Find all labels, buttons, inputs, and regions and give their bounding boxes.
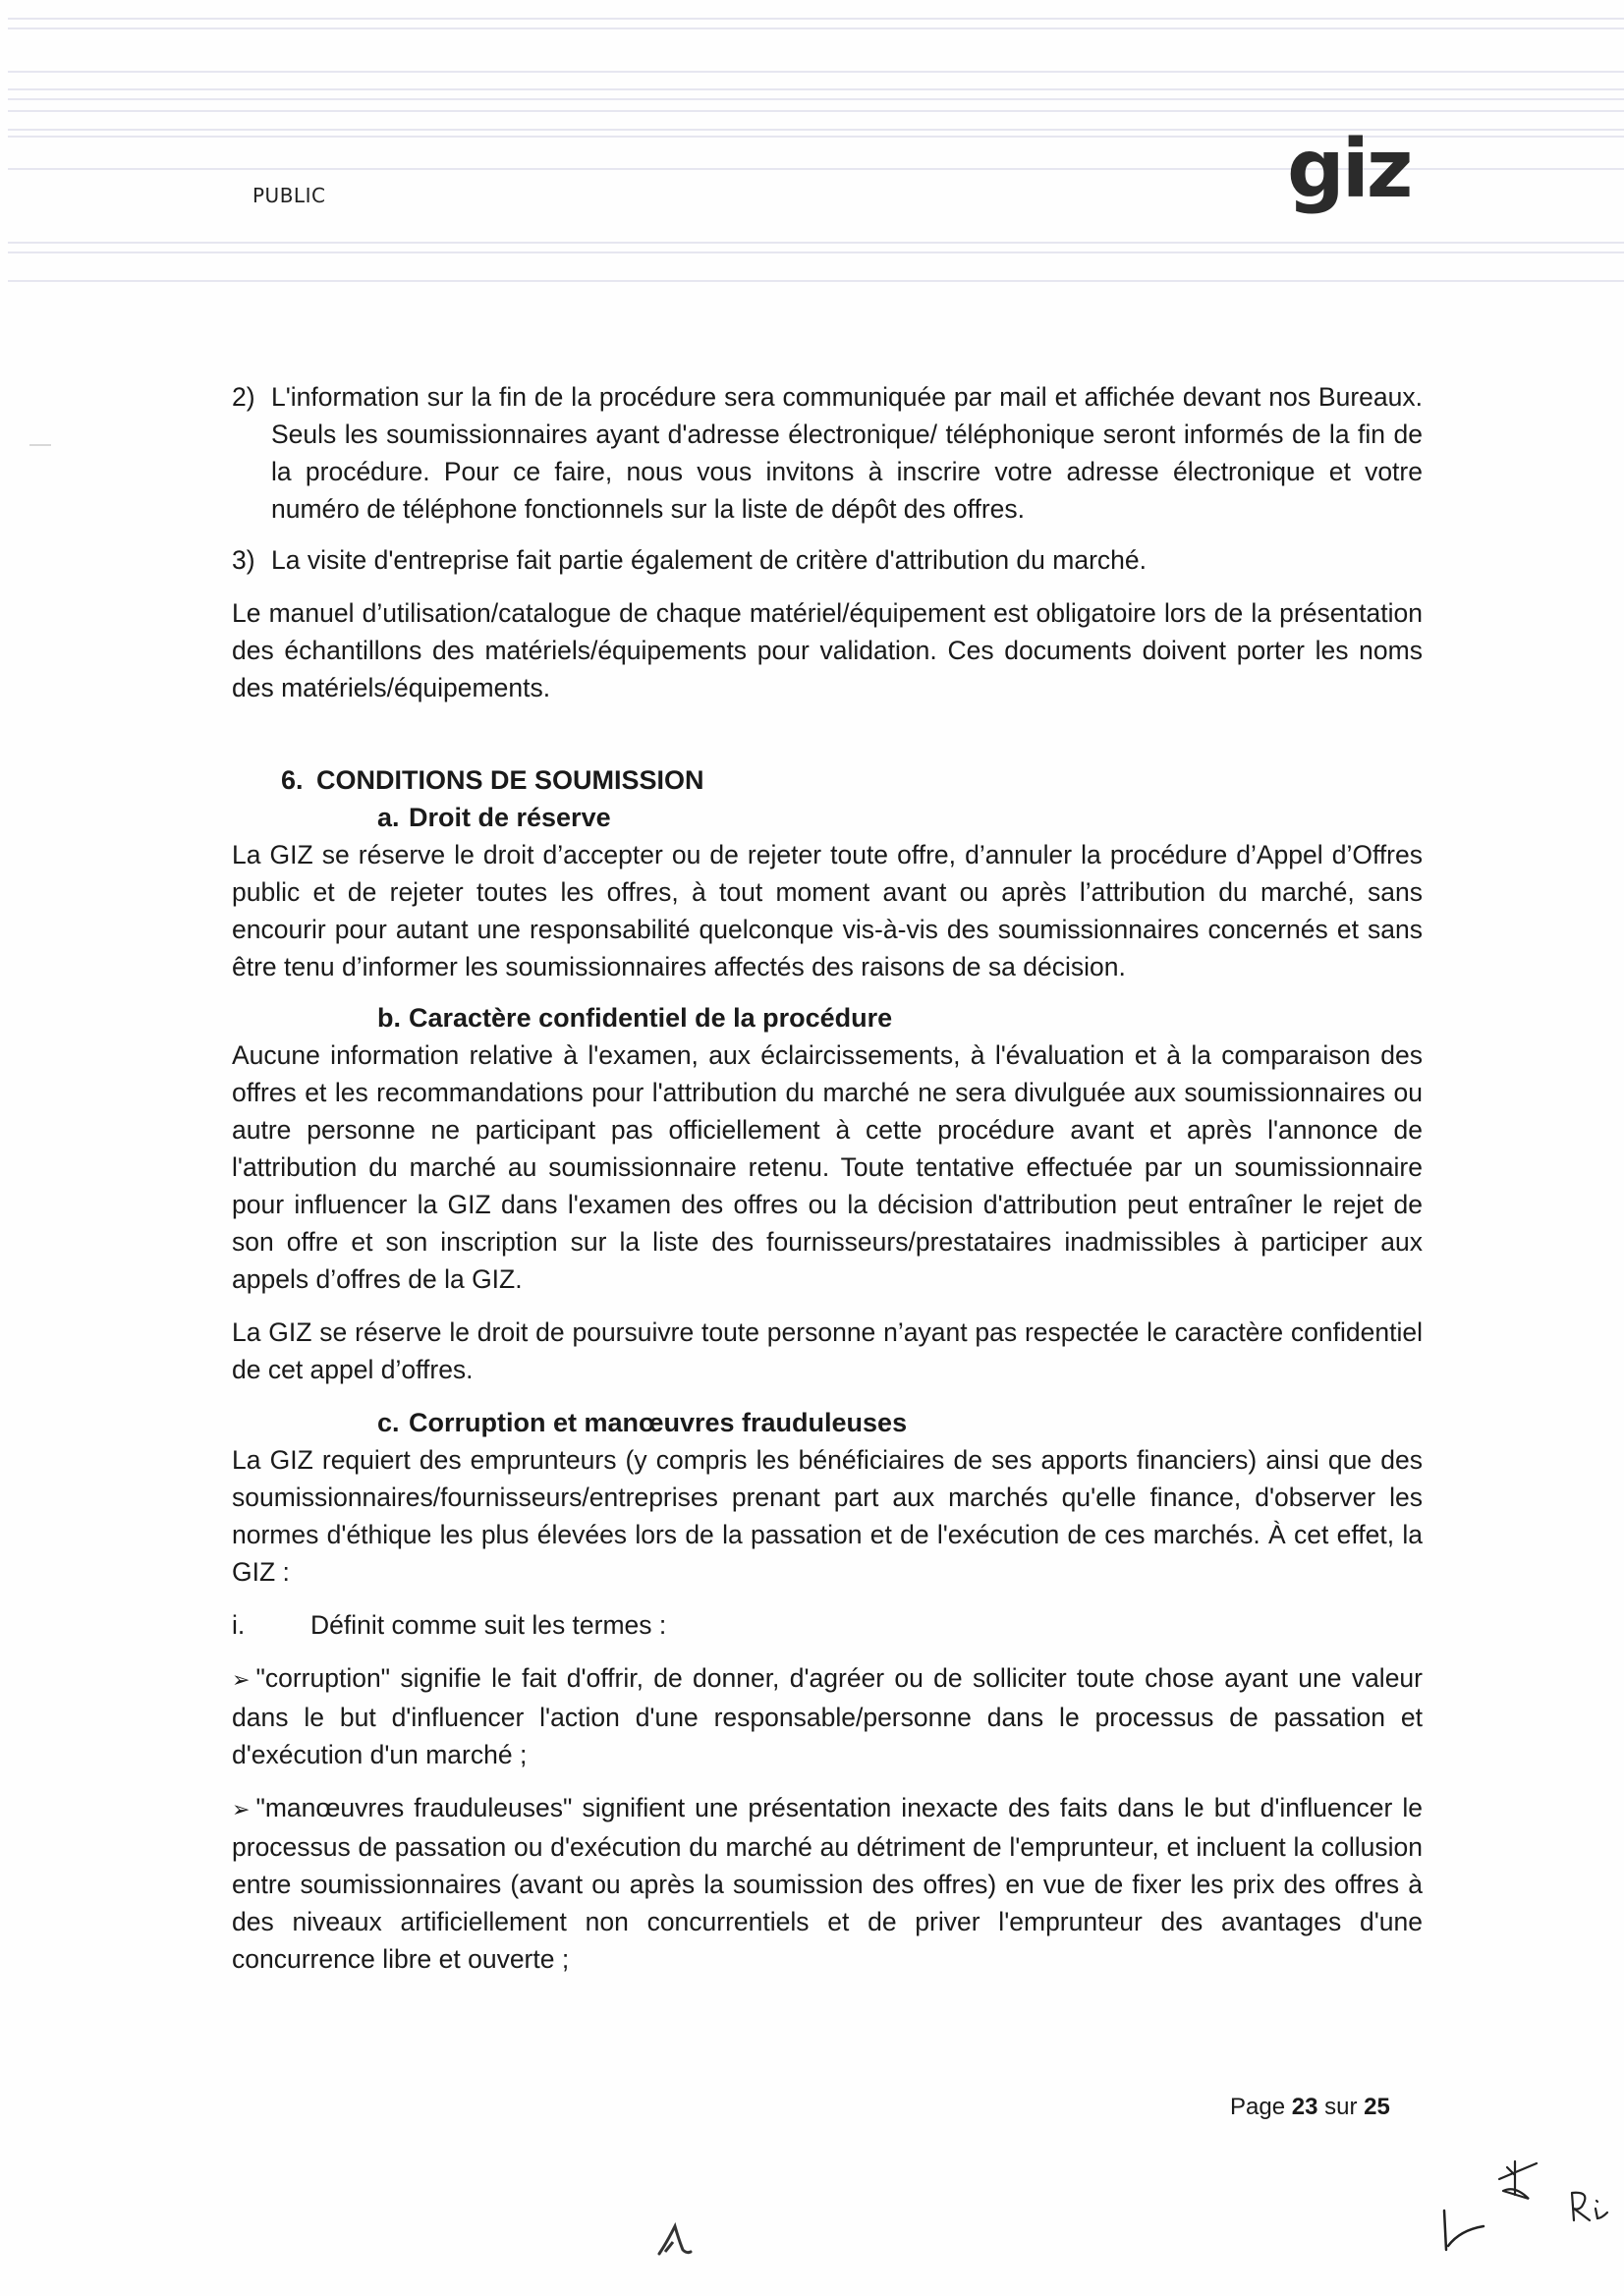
- item-text: La visite d'entreprise fait partie également de critère d'attribution du marché.: [271, 545, 1147, 575]
- handwritten-initials-icon: [1434, 2152, 1621, 2260]
- document-body: [232, 378, 1423, 1978]
- subsection-letter: b.: [377, 1003, 401, 1033]
- section-number: 6.: [281, 765, 304, 795]
- manual-paragraph: Le manuel d’utilisation/catalogue de chaque matériel/équipement est obligatoire lors de la présentation des échantillons des matériels/équipements pour validation. Ces documents doivent porter les noms des matériels/équipements.: [232, 598, 1423, 702]
- subsection-title: Corruption et manœuvres frauduleuses: [409, 1408, 908, 1437]
- section-heading: [232, 761, 1423, 799]
- subsection-b-text: Aucune information relative à l'examen, aux éclaircissements, à l'évaluation et à la comparaison des offres et les recommandations pour l'attribution du marché ne sera divulguée aux soumissionnaires ou autre personne ne participant pas officiellement à cette procédure avant et après l'annonce de l'attribution du marché au soumissionnaire retenu. Toute tentative effectuée par un soumissionnaire pour influencer la GIZ dans l'examen des offres ou la décision d'attribution peut entraîner le rejet de son offre et son inscription sur la liste des fournisseurs/prestataires inadmissibles à participer aux appels d’offres de la GIZ.: [232, 1040, 1423, 1294]
- classification-label: PUBLIC: [252, 184, 326, 207]
- roman-marker: i.: [232, 1610, 246, 1640]
- page-current: 23: [1291, 2094, 1318, 2120]
- subsection-c-text: La GIZ requiert des emprunteurs (y compris les bénéficiaires de ses apports financiers) ainsi que des soumissionnaires/fournisseurs/entreprises prenant part aux marchés qu'elle finance, d'observer les normes d'éthique les plus élevées lors de la passation et de l'exécution de ces marchés. À cet effet, la GIZ :: [232, 1445, 1423, 1587]
- item-number: 3): [232, 545, 255, 575]
- handwritten-mark-icon: [653, 2220, 702, 2260]
- giz-logo: giz: [1287, 123, 1411, 216]
- subsection-title: Caractère confidentiel de la procédure: [409, 1003, 893, 1033]
- page-label: Page: [1230, 2094, 1286, 2120]
- page-sep: sur: [1324, 2094, 1358, 2120]
- numbered-item-2: [232, 378, 1423, 528]
- subsection-letter: a.: [377, 803, 400, 832]
- subsection-heading-a: [232, 799, 1423, 836]
- margin-mark: [29, 444, 51, 446]
- bullet-fraud: [232, 1789, 1423, 1978]
- subsection-title: Droit de réserve: [409, 803, 611, 832]
- item-text: L'information sur la fin de la procédure sera communiquée par mail et affichée devant nos Bureaux. Seuls les soumissionnaires ayant d'adresse électronique/ téléphonique seront informés de la fin de la procédure. Pour ce faire, nous vous invitons à inscrire votre adresse électronique et votre numéro de téléphone fonctionnels sur la liste de dépôt des offres.: [271, 382, 1423, 524]
- subsection-a-text: La GIZ se réserve le droit d’accepter ou de rejeter toute offre, d’annuler la procédure d’Appel d’Offres public et de rejeter toutes les offres, à tout moment avant ou après l’attribution du marché, sans encourir pour autant une responsabilité quelconque vis-à-vis des soumissionnaires concernés et sans être tenu d’informer les soumissionnaires affectés des raisons de sa décision.: [232, 840, 1423, 981]
- subsection-letter: c.: [377, 1408, 400, 1437]
- roman-item-text: Définit comme suit les termes :: [310, 1610, 667, 1640]
- roman-list-item: [232, 1606, 1423, 1644]
- subsection-b-text-2: La GIZ se réserve le droit de poursuivre toute personne n’ayant pas respectée le caractère confidentiel de cet appel d’offres.: [232, 1317, 1423, 1384]
- page-number: [1230, 2094, 1390, 2121]
- page-total: 25: [1364, 2094, 1390, 2120]
- arrow-bullet-icon: ➢: [232, 1667, 251, 1692]
- subsection-heading-c: [232, 1404, 1423, 1441]
- bullet-text: "manœuvres frauduleuses" signifient une présentation inexacte des faits dans le but d'influencer le processus de passation ou d'exécution du marché au détriment de l'emprunteur, et incluent la collusion entre soumissionnaires (avant ou après la soumission des offres) en vue de fixer les prix des offres à des niveaux artificiellement non concurrentiels et de priver l'emprunteur des avantages d'une concurrence libre et ouverte ;: [232, 1793, 1423, 1974]
- item-number: 2): [232, 382, 255, 412]
- bullet-corruption: [232, 1659, 1423, 1773]
- bullet-text: "corruption" signifie le fait d'offrir, de donner, d'agréer ou de solliciter toute chose ayant une valeur dans le but d'influencer l'action d'une responsable/personne dans le processus de passation et d'exécution d'un marché ;: [232, 1663, 1423, 1769]
- section-title: CONDITIONS DE SOUMISSION: [316, 765, 704, 795]
- subsection-heading-b: [232, 999, 1423, 1036]
- numbered-item-3: [232, 541, 1423, 579]
- arrow-bullet-icon: ➢: [232, 1797, 251, 1821]
